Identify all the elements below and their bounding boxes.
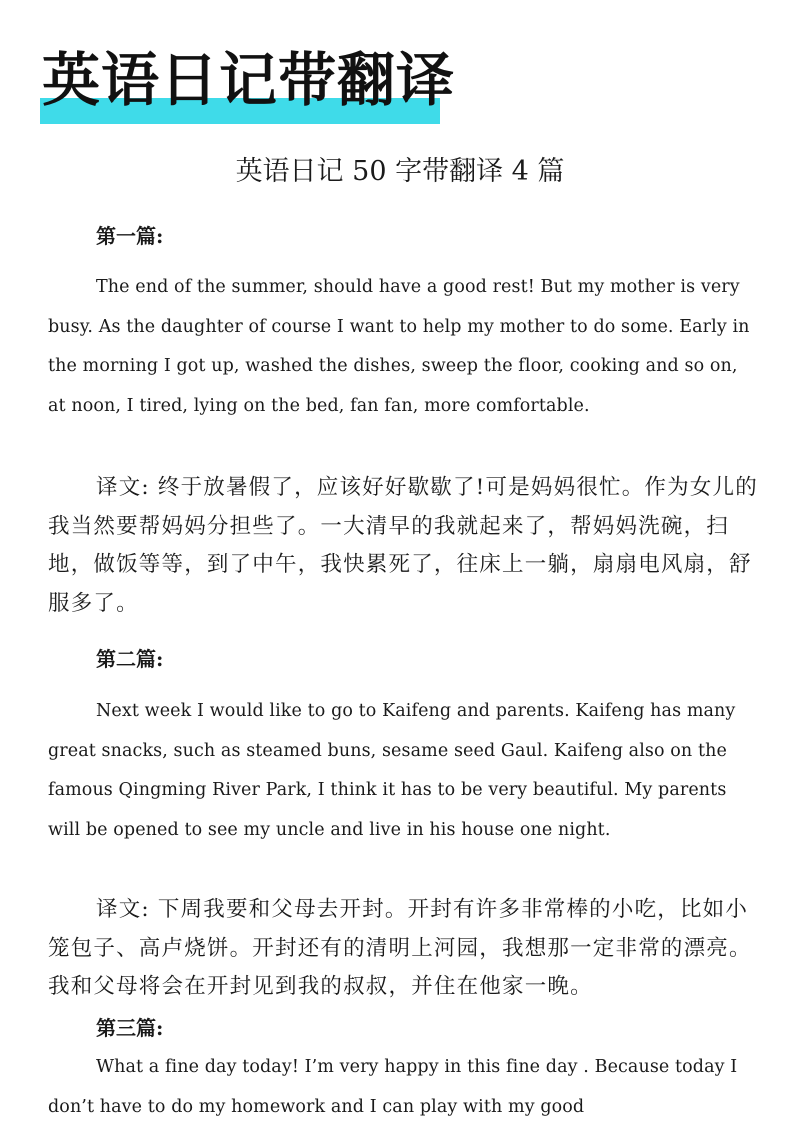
- section-3-english: [48, 1048, 760, 1127]
- section-2-english: [48, 692, 760, 850]
- section-2-heading: 第二篇:: [96, 647, 164, 671]
- section-1-english: [48, 268, 760, 426]
- section-1-translation: [48, 469, 760, 623]
- section-3-english-text: What a fine day today! I’m very happy in this fine day . Because today I don’t have to do my homework and I can play with my good: [48, 1057, 738, 1117]
- banner-title: 英语日记带翻译: [42, 46, 456, 114]
- section-2-english-text: Next week I would like to go to Kaifeng and parents. Kaifeng has many great snacks, such as steamed buns, sesame seed Gaul. Kaifeng also on the famous Qingming River Park, I think it has to be very beautiful. My parents will be opened to see my uncle and live in his house one night.: [48, 701, 736, 840]
- section-2-translation-text: 译文: 下周我要和父母去开封。开封有许多非常棒的小吃，比如小笼包子、高卢烧饼。开封还有的清明上河园，我想那一定非常的漂亮。我和父母将会在开封见到我的叔叔，并住在他家一晚。: [48, 897, 752, 999]
- section-1-translation-text: 译文: 终于放暑假了，应该好好歇歇了!可是妈妈很忙。作为女儿的我当然要帮妈妈分担些了。一大清早的我就起来了，帮妈妈洗碗，扫地，做饭等等，到了中午，我快累死了，往床上一躺，扇扇电风扇，舒服多了。: [48, 475, 758, 616]
- section-1-heading: 第一篇:: [96, 224, 164, 248]
- document-title: 英语日记 50 字带翻译 4 篇: [235, 156, 565, 187]
- section-2-translation: [48, 891, 760, 1007]
- section-3-heading: 第三篇:: [96, 1016, 164, 1040]
- banner: [40, 40, 456, 128]
- section-1-english-text: The end of the summer, should have a good rest! But my mother is very busy. As the daughter of course I want to help my mother to do some. Early in the morning I got up, washed the dishes, sweep the floor, cooking and so on, at noon, I tired, lying on the bed, fan fan, more comfortable.: [48, 277, 750, 416]
